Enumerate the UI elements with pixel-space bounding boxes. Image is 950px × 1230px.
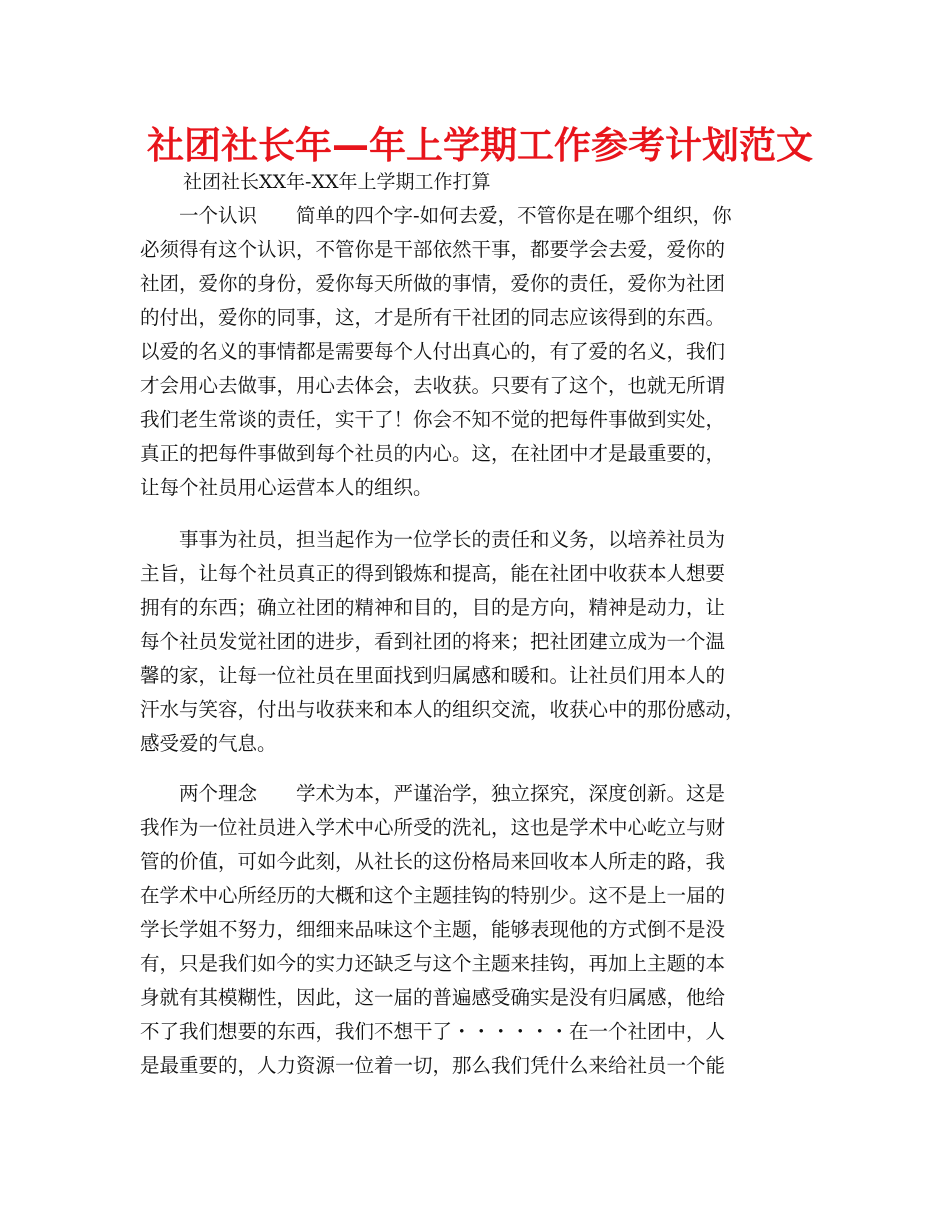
- body-line: 必须得有这个认识，不管你是干部依然干事，都要学会去爱，爱你的: [140, 238, 726, 261]
- body-line: 身就有其模糊性，因此，这一届的普遍感受确实是没有归属感，他给: [140, 986, 726, 1009]
- body-line: 汗水与笑容，付出与收获来和本人的组织交流，收获心中的那份感动，: [140, 698, 745, 721]
- body-line: 有，只是我们如今的实力还缺乏与这个主题来挂钩，再加上主题的本: [140, 952, 726, 975]
- body-line: 不了我们想要的东西，我们不想干了・・・・・・在一个社团中，人: [140, 1020, 726, 1043]
- document-subtitle: 社团社长XX年-XX年上学期工作打算: [183, 171, 491, 193]
- body-line: 我们老生常谈的责任，实干了！你会不知不觉的把每件事做到实处，: [140, 408, 726, 431]
- body-line: 社团，爱你的身份，爱你每天所做的事情，爱你的责任，爱你为社团: [140, 272, 726, 295]
- body-line: 两个理念 学术为本，严谨治学，独立探究，深度创新。这是: [140, 782, 726, 805]
- body-line: 才会用心去做事，用心去体会，去收获。只要有了这个，也就无所谓: [140, 374, 726, 397]
- body-line: 感受爱的气息。: [140, 732, 277, 755]
- body-line: 的付出，爱你的同事，这，才是所有干社团的同志应该得到的东西。: [140, 306, 726, 329]
- body-line: 我作为一位社员进入学术中心所受的洗礼，这也是学术中心屹立与财: [140, 816, 726, 839]
- body-line: 在学术中心所经历的大概和这个主题挂钩的特别少。这不是上一届的: [140, 884, 726, 907]
- body-line: 主旨，让每个社员真正的得到锻炼和提高，能在社团中收获本人想要: [140, 562, 726, 585]
- body-line: 学长学姐不努力，细细来品味这个主题，能够表现他的方式倒不是没: [140, 918, 726, 941]
- body-line: 每个社员发觉社团的进步，看到社团的将来；把社团建立成为一个温: [140, 630, 726, 653]
- body-line: 让每个社员用心运营本人的组织。: [140, 476, 433, 499]
- body-line: 拥有的东西；确立社团的精神和目的，目的是方向，精神是动力，让: [140, 596, 726, 619]
- body-line: 事事为社员，担当起作为一位学长的责任和义务，以培养社员为: [140, 528, 726, 551]
- body-line: 管的价值，可如今此刻，从社长的这份格局来回收本人所走的路，我: [140, 850, 726, 873]
- body-line: 以爱的名义的事情都是需要每个人付出真心的，有了爱的名义，我们: [140, 340, 726, 363]
- body-line: 是最重要的，人力资源一位着一切，那么我们凭什么来给社员一个能: [140, 1054, 726, 1077]
- body-line: 一个认识 简单的四个字-如何去爱，不管你是在哪个组织，你: [140, 204, 732, 227]
- body-line: 真正的把每件事做到每个社员的内心。这，在社团中才是最重要的，: [140, 442, 726, 465]
- body-line: 馨的家，让每一位社员在里面找到归属感和暖和。让社员们用本人的: [140, 664, 726, 687]
- document-title: 社团社长年—年上学期工作参考计划范文: [147, 124, 813, 167]
